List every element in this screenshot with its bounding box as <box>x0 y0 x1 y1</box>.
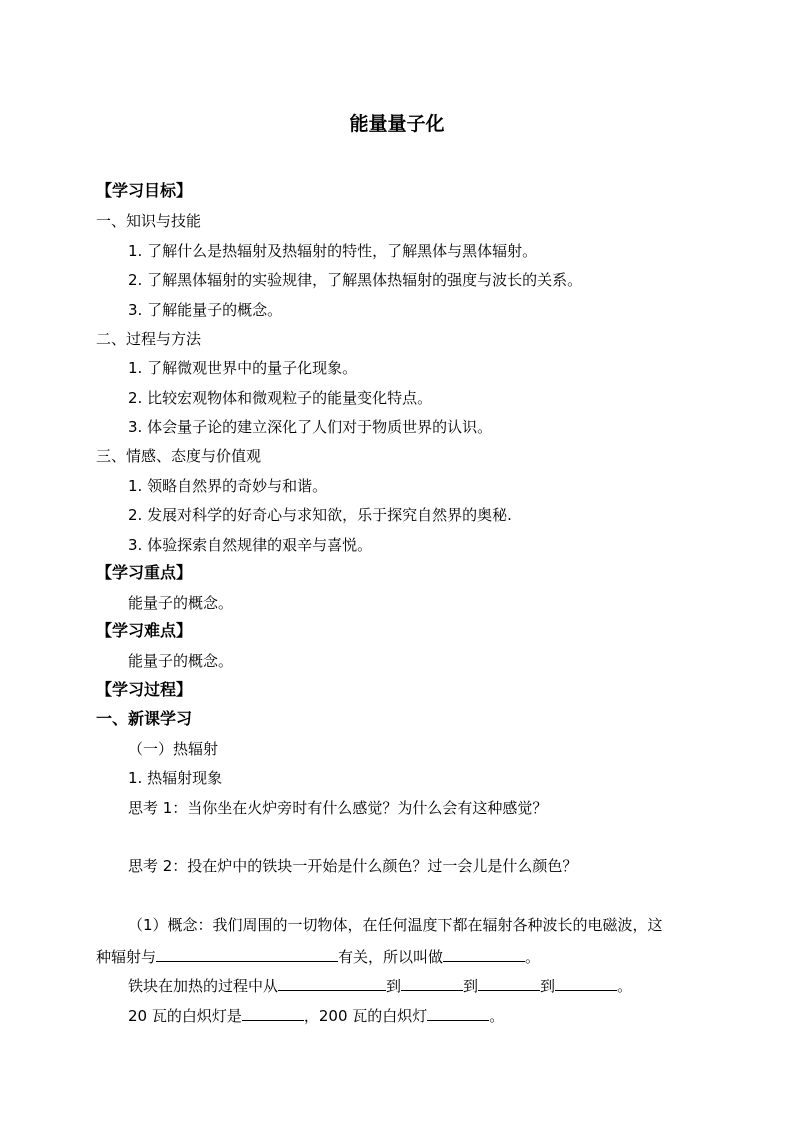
fill-blank[interactable] <box>401 974 463 991</box>
fill-blank[interactable] <box>555 974 617 991</box>
group-title-process: 二、过程与方法 <box>96 330 202 348</box>
group-title-attitude: 三、情感、态度与价值观 <box>96 447 262 465</box>
think-question-1: 思考 1：当你坐在火炉旁时有什么感觉？为什么会有这种感觉？ <box>128 799 548 817</box>
objective-item: 1. 领略自然界的奇妙与和谐。 <box>128 477 328 495</box>
iron-heating-line <box>128 974 632 996</box>
key-points-text: 能量子的概念。 <box>128 594 234 612</box>
objective-item: 3. 体验探索自然规律的艰辛与喜悦。 <box>128 536 373 554</box>
page-title: 能量量子化 <box>349 113 445 135</box>
objective-item: 2. 了解黑体辐射的实验规律，了解黑体热辐射的强度与波长的关系。 <box>128 271 583 289</box>
concept-text-part: 种辐射与 <box>96 948 157 966</box>
fill-blank[interactable] <box>156 945 338 962</box>
objective-item: 3. 体会量子论的建立深化了人们对于物质世界的认识。 <box>128 418 493 436</box>
concept-text-line1: （1）概念：我们周围的一切物体，在任何温度下都在辐射各种波长的电磁波，这 <box>128 916 663 934</box>
new-lesson-heading: 一、新课学习 <box>96 709 193 728</box>
lamp-text-part: ，200 瓦的白炽灯 <box>303 1007 428 1025</box>
lamp-text-part: 20 瓦的白炽灯是 <box>128 1007 242 1025</box>
objective-item: 1. 了解微观世界中的量子化现象。 <box>128 359 358 377</box>
difficulties-text: 能量子的概念。 <box>128 652 234 670</box>
process-heading: 【学习过程】 <box>96 680 193 699</box>
group-title-knowledge: 一、知识与技能 <box>96 212 202 230</box>
subsection-thermal-radiation: （一）热辐射 <box>128 740 219 758</box>
key-points-heading: 【学习重点】 <box>96 563 193 582</box>
lamp-line <box>128 1004 504 1026</box>
iron-text-part: 到 <box>540 977 556 995</box>
objective-item: 1. 了解什么是热辐射及热辐射的特性，了解黑体与黑体辐射。 <box>128 242 538 260</box>
concept-text-part: 。 <box>525 948 541 966</box>
fill-blank[interactable] <box>242 1004 304 1021</box>
objective-item: 2. 比较宏观物体和微观粒子的能量变化特点。 <box>128 389 433 407</box>
concept-text-line2 <box>96 945 540 967</box>
iron-text-part: 。 <box>617 977 633 995</box>
fill-blank[interactable] <box>478 974 540 991</box>
fill-blank[interactable] <box>427 1004 489 1021</box>
iron-text-part: 到 <box>463 977 479 995</box>
objective-item: 3. 了解能量子的概念。 <box>128 301 283 319</box>
difficulties-heading: 【学习难点】 <box>96 621 193 640</box>
iron-text-part: 铁块在加热的过程中从 <box>128 977 279 995</box>
fill-blank[interactable] <box>443 945 525 962</box>
iron-text-part: 到 <box>386 977 402 995</box>
think-question-2: 思考 2：投在炉中的铁块一开始是什么颜色？过一会儿是什么颜色？ <box>128 857 578 875</box>
item-thermal-radiation-phenomenon: 1. 热辐射现象 <box>128 769 223 787</box>
concept-text-part: 有关，所以叫做 <box>338 948 444 966</box>
fill-blank[interactable] <box>278 974 386 991</box>
objective-item: 2. 发展对科学的好奇心与求知欲，乐于探究自然界的奥秘. <box>128 506 512 524</box>
lamp-text-part: 。 <box>489 1007 505 1025</box>
objectives-heading: 【学习目标】 <box>96 181 193 200</box>
